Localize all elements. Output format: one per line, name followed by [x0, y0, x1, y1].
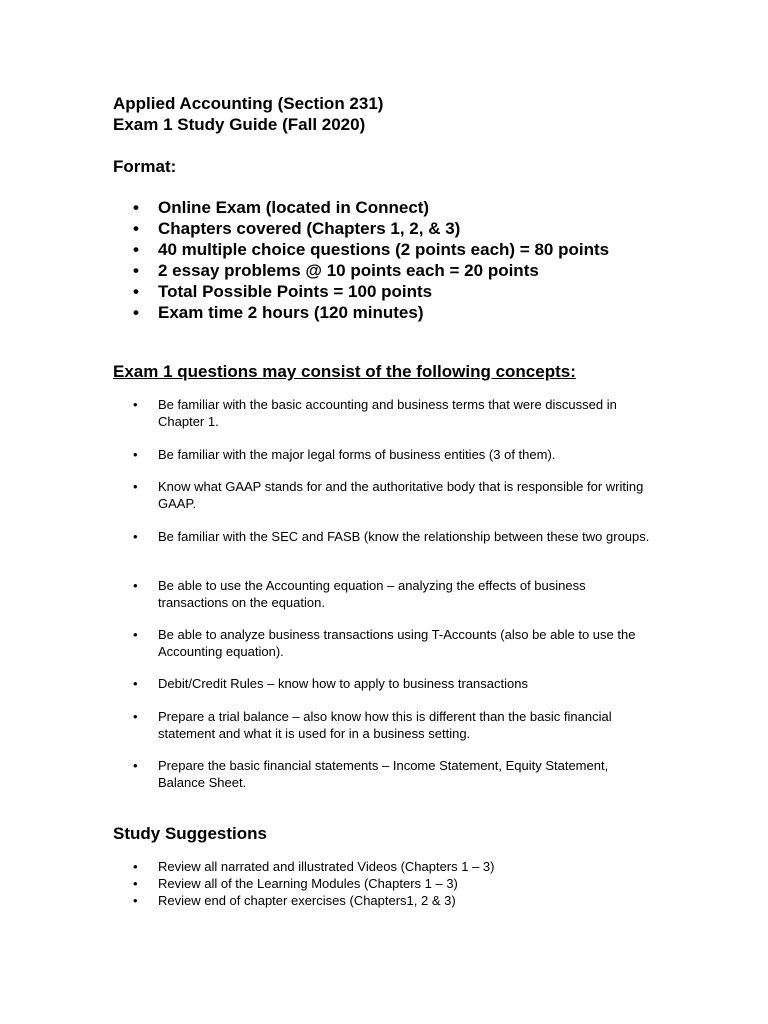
list-item: • Be familiar with the major legal forms of business entities (3 of them). [133, 447, 556, 462]
bullet-icon: • [133, 240, 139, 259]
bullet-icon: • [133, 529, 138, 544]
list-item: • Review end of chapter exercises (Chapters1, 2 & 3) [133, 893, 456, 908]
doc-title-guide: Exam 1 Study Guide (Fall 2020) [113, 115, 366, 134]
list-item: • Review all of the Learning Modules (Chapters 1 – 3) [133, 876, 458, 891]
bullet-icon: • [133, 758, 138, 773]
bullet-icon: • [133, 893, 138, 908]
format-list [113, 197, 713, 323]
list-item: • Online Exam (located in Connect) [133, 198, 430, 217]
bullet-icon: • [133, 876, 138, 891]
bullet-icon: • [133, 859, 138, 874]
bullet-icon: • [133, 676, 138, 691]
bullet-icon: • [133, 578, 138, 593]
list-item: • Review all narrated and illustrated Videos (Chapters 1 – 3) [133, 859, 495, 874]
bullet-icon: • [133, 447, 138, 462]
bullet-icon: • [133, 627, 138, 642]
format-heading: Format: [113, 157, 177, 176]
study-list [113, 858, 673, 909]
list-item: • Exam time 2 hours (120 minutes) [133, 303, 424, 322]
bullet-icon: • [133, 709, 138, 724]
list-item: • Be able to analyze business transactions using T-Accounts (also be able to use the Accounting equation). [133, 627, 636, 659]
doc-title-course: Applied Accounting (Section 231) [113, 94, 384, 113]
list-item: • Debit/Credit Rules – know how to apply to business transactions [133, 676, 528, 691]
list-item: • 40 multiple choice questions (2 points each) = 80 points [133, 240, 610, 259]
bullet-icon: • [133, 479, 138, 494]
bullet-icon: • [133, 261, 139, 280]
list-item: • Be familiar with the SEC and FASB (know the relationship between these two groups. [133, 529, 650, 544]
list-item: • Total Possible Points = 100 points [133, 282, 433, 301]
bullet-icon: • [133, 282, 139, 301]
list-item: • Prepare a trial balance – also know how this is different than the basic financial statement and what it is used for in a business setting. [133, 709, 612, 741]
bullet-icon: • [133, 198, 139, 217]
list-item: • Chapters covered (Chapters 1, 2, & 3) [133, 219, 461, 238]
bullet-icon: • [133, 219, 139, 238]
list-item: • Be familiar with the basic accounting and business terms that were discussed in Chapter 1. [133, 397, 617, 429]
list-item: • 2 essay problems @ 10 points each = 20 points [133, 261, 539, 280]
bullet-icon: • [133, 303, 139, 322]
list-item: • Be able to use the Accounting equation – analyzing the effects of business transactions on the equation. [133, 578, 586, 610]
study-heading: Study Suggestions [113, 824, 267, 843]
concepts-heading: Exam 1 questions may consist of the following concepts: [113, 362, 576, 381]
list-item: • Prepare the basic financial statements – Income Statement, Equity Statement, Balance Sheet. [133, 758, 609, 790]
list-item: • Know what GAAP stands for and the authoritative body that is responsible for writing GAAP. [133, 479, 644, 511]
bullet-icon: • [133, 397, 138, 412]
